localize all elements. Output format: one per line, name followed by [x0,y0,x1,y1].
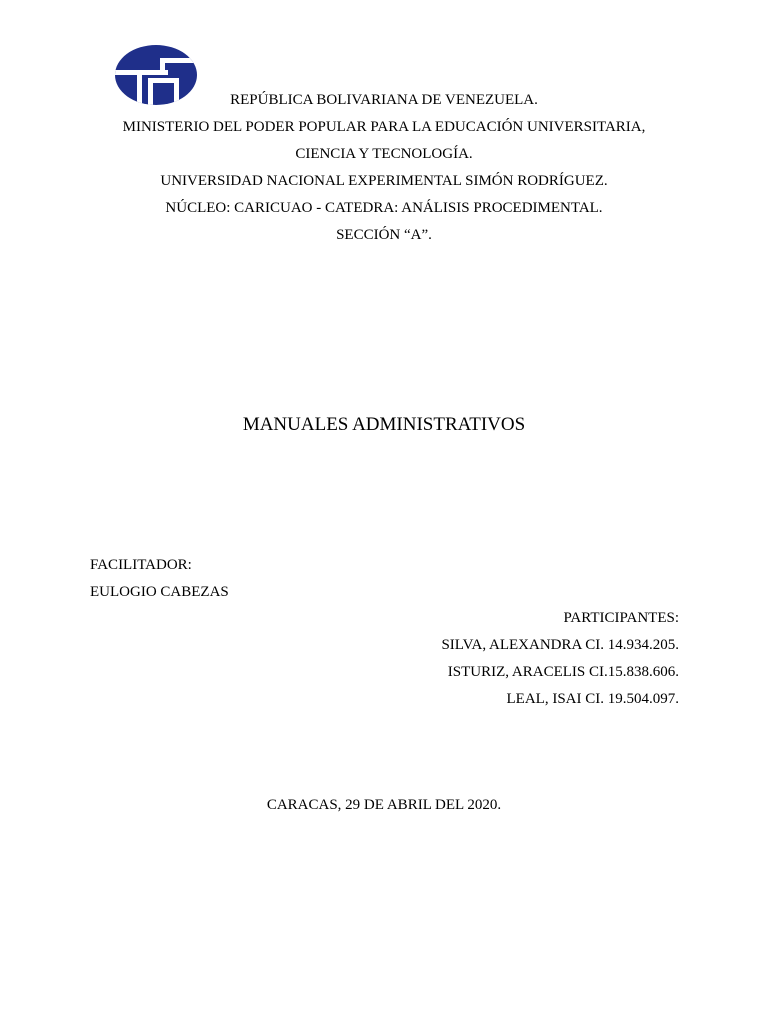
facilitator-label: FACILITADOR: [90,557,192,573]
header-line-science: CIENCIA Y TECNOLOGÍA. [295,146,473,162]
header-line-section: SECCIÓN “A”. [336,227,432,243]
facilitator-name: EULOGIO CABEZAS [90,584,229,600]
place-date: CARACAS, 29 DE ABRIL DEL 2020. [266,797,502,813]
header-line-nucleus: NÚCLEO: CARICUAO - CATEDRA: ANÁLISIS PROCEDIMENTAL. [165,200,603,216]
header-line-ministry: MINISTERIO DEL PODER POPULAR PARA LA EDUCACIÓN UNIVERSITARIA, [122,119,646,135]
participant-item: LEAL, ISAI CI. 19.504.097. [506,691,679,707]
participant-item: ISTURIZ, ARACELIS CI.15.838.606. [447,664,679,680]
document-title: MANUALES ADMINISTRATIVOS [242,414,526,435]
header-line-university: UNIVERSIDAD NACIONAL EXPERIMENTAL SIMÓN RODRÍGUEZ. [160,173,608,189]
participants-label: PARTICIPANTES: [563,610,679,626]
header-line-republic: REPÚBLICA BOLIVARIANA DE VENEZUELA. [230,92,538,108]
participant-item: SILVA, ALEXANDRA CI. 14.934.205. [441,637,679,653]
